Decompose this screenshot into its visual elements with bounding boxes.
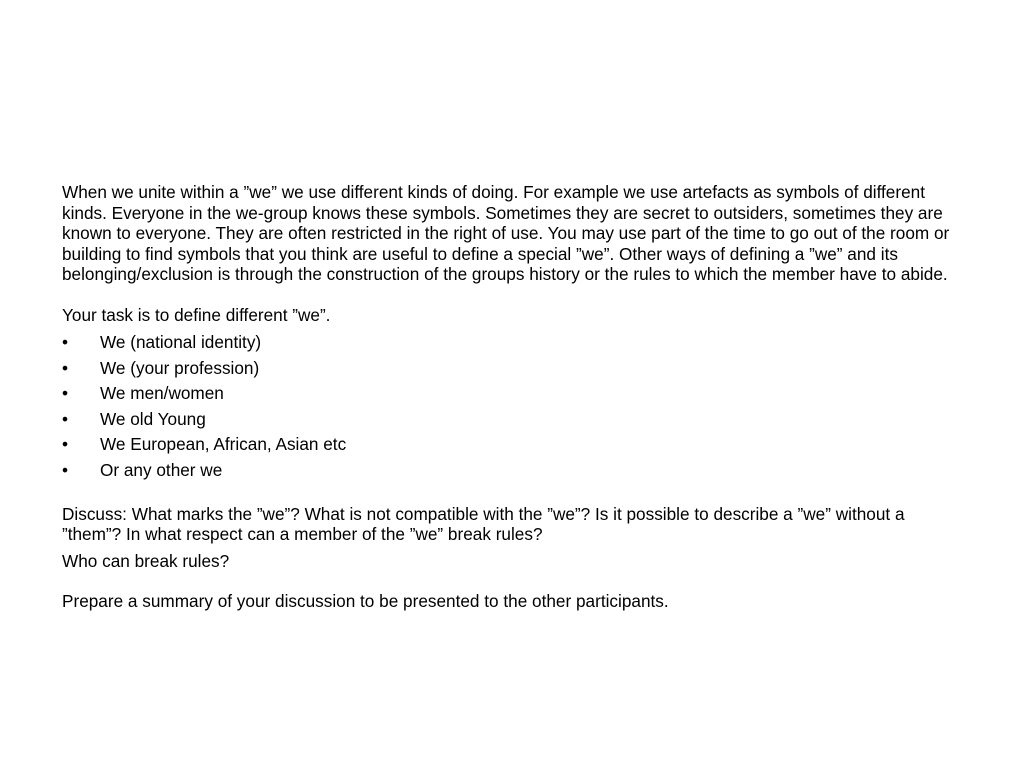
list-item <box>62 432 962 458</box>
list-item-text: We (national identity) <box>100 332 262 352</box>
discuss-paragraph: Discuss: What marks the ”we”? What is not compatible with the ”we”? Is it possible to describe a ”we” without a ”them”? In what respect can a member of the ”we” break rules? <box>62 503 905 545</box>
bullet-icon: • <box>62 332 69 352</box>
list-item-text: Or any other we <box>100 459 223 480</box>
bullet-icon: • <box>62 434 69 455</box>
we-list <box>62 330 962 484</box>
prepare-paragraph: Prepare a summary of your discussion to be presented to the other participants. <box>62 591 669 612</box>
intro-paragraph: When we unite within a ”we” we use different kinds of doing. For example we use artefacts as symbols of different kinds. Everyone in the we-group knows these symbols. Sometimes they are secret to outsiders, sometimes they are known to everyone. They are often restricted in the right of use. You may use part of the time to go out of the room or building to find symbols that you think are useful to define a special ”we”. Other ways of defining a ”we” and its belonging/exclusion is through the construction of the groups history or the rules to which the member have to abide. <box>62 182 950 284</box>
list-item <box>62 407 962 433</box>
list-item-text: We men/women <box>100 383 224 404</box>
bullet-icon: • <box>62 408 69 429</box>
task-paragraph: Your task is to define different ”we”. <box>62 304 331 325</box>
list-item-text: We (your profession) <box>100 357 260 378</box>
list-item-text: We European, African, Asian etc <box>100 434 347 455</box>
list-item <box>62 458 962 484</box>
bullet-icon: • <box>62 383 69 404</box>
list-item <box>62 356 962 382</box>
bullet-icon: • <box>62 459 69 480</box>
list-item-text: We old Young <box>100 408 206 429</box>
bullet-icon: • <box>62 357 69 378</box>
list-item <box>62 330 962 356</box>
who-paragraph: Who can break rules? <box>62 550 230 571</box>
list-item <box>62 381 962 407</box>
slide-body <box>62 182 962 612</box>
